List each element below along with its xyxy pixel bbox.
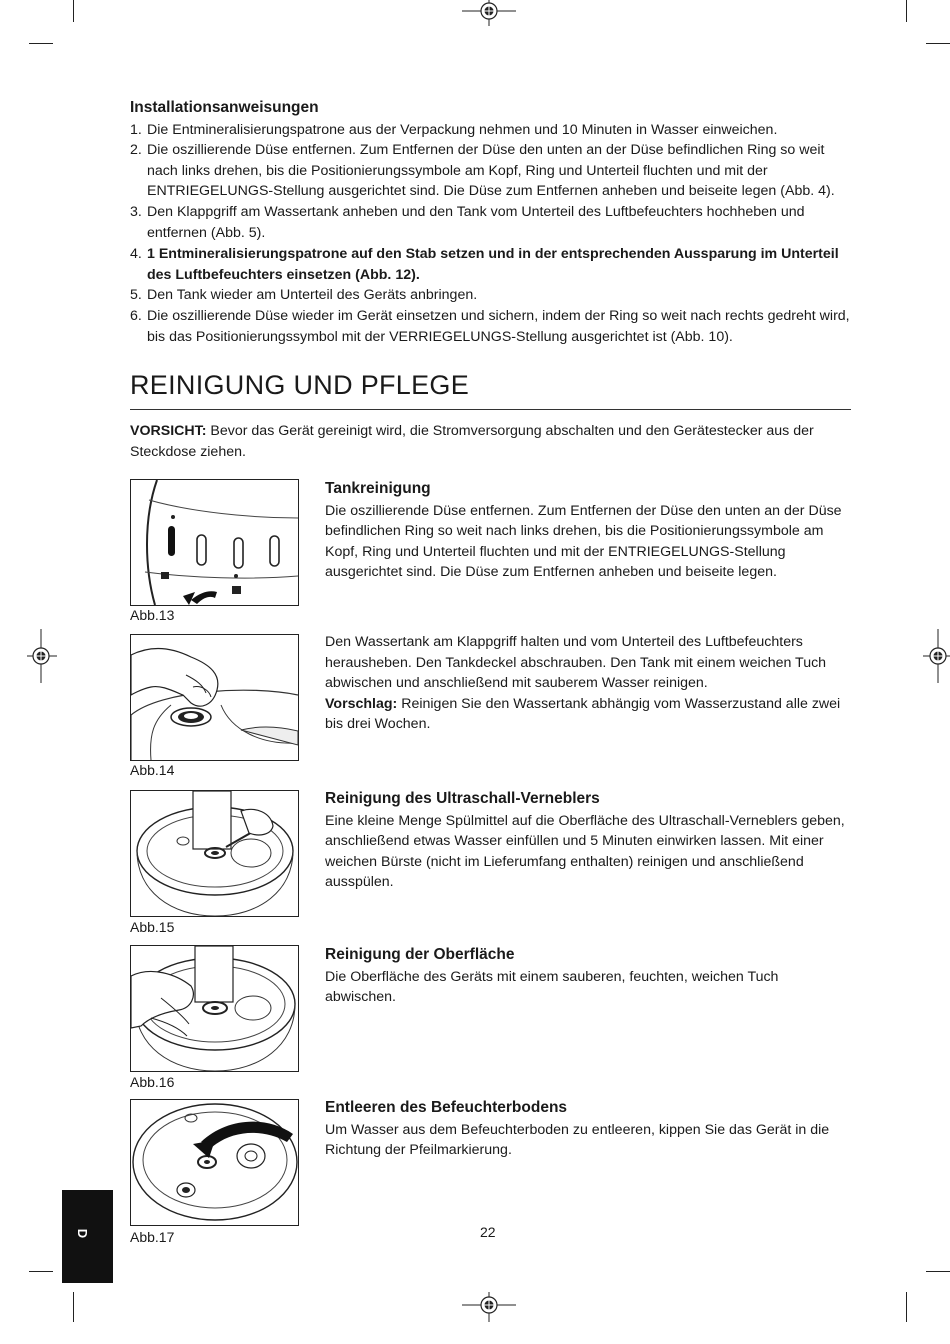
drain-base-text: Um Wasser aus dem Befeuchterboden zu entleeren, kippen Sie das Gerät in die Richtung der Pfeilmarkierung. (325, 1121, 830, 1159)
crop-mark (926, 1271, 950, 1272)
step-text: 1 Entmineralisierungspatrone auf den Stab setzen und in der entsprechenden Aussparung im Unterteil des Luftbefeuchters einsetzen (Abb. 12). (147, 246, 839, 283)
section-divider (130, 409, 851, 410)
ultrasonic-cleaning-block (325, 789, 850, 893)
list-item (130, 244, 850, 285)
figure-17-illustration (130, 1099, 299, 1226)
step-number: 6. (130, 307, 142, 324)
ultrasonic-cleaning-heading: Reinigung des Ultraschall-Verneblers (325, 790, 600, 807)
figure-16-illustration (130, 945, 299, 1072)
step-number: 3. (130, 203, 142, 220)
list-item (130, 202, 850, 243)
registration-mark-icon (923, 629, 950, 683)
step-text: Den Tank wieder am Unterteil des Geräts anbringen. (147, 287, 478, 304)
step-text: Die Entmineralisierungspatrone aus der Verpackung nehmen und 10 Minuten in Wasser einweichen. (147, 121, 778, 138)
registration-mark-icon (462, 0, 516, 30)
surface-cleaning-heading: Reinigung der Oberfläche (325, 946, 515, 963)
caution-note (130, 421, 850, 462)
installation-steps (130, 120, 850, 348)
tank-cleaning-instructions: Den Wassertank am Klappgriff halten und vom Unterteil des Luftbefeuchters herausheben. Den Tankdeckel abschrauben. Den Tank mit einem weichen Tuch abwischen und anschließend mit sauberem Wasser reinigen. (325, 634, 827, 692)
tank-cleaning-heading: Tankreinigung (325, 480, 431, 497)
drain-base-block (325, 1098, 850, 1161)
installation-heading: Installationsanweisungen (130, 99, 319, 116)
figure-13-caption: Abb.13 (130, 607, 175, 623)
crop-mark (29, 1271, 53, 1272)
section-title: REINIGUNG UND PFLEGE (130, 370, 470, 400)
list-item (130, 285, 850, 306)
figure-14-caption: Abb.14 (130, 762, 175, 778)
list-item (130, 120, 850, 141)
step-number: 4. (130, 246, 142, 263)
surface-cleaning-block (325, 945, 850, 1008)
crop-mark (29, 43, 53, 44)
step-text: Die oszillierende Düse wieder im Gerät einsetzen und sichern, indem der Ring so weit nach rechts gedreht wird, bis das Positionierungssymbol mit der VERRIEGELUNGS-Stellung ausgerichtet ist (Abb. 10). (147, 307, 850, 345)
language-tab-label: D (75, 1228, 91, 1239)
crop-mark (906, 1292, 907, 1322)
crop-mark (906, 0, 907, 22)
crop-mark (73, 0, 74, 22)
figure-13-illustration (130, 479, 299, 606)
list-item (130, 140, 850, 202)
tank-cleaning-continued-block (325, 632, 850, 735)
drain-base-heading: Entleeren des Befeuchterbodens (325, 1099, 568, 1116)
tank-cleaning-tip (325, 694, 850, 735)
surface-cleaning-text: Die Oberfläche des Geräts mit einem sauberen, feuchten, weichen Tuch abwischen. (325, 968, 779, 1006)
figure-15-caption: Abb.15 (130, 919, 175, 935)
tank-cleaning-block (325, 479, 850, 583)
step-text: Den Klappgriff am Wassertank anheben und den Tank vom Unterteil des Luftbefeuchters hochheben und entfernen (Abb. 5). (147, 203, 805, 241)
tip-label: Vorschlag: (325, 695, 398, 712)
caution-text: Bevor das Gerät gereinigt wird, die Stromversorgung abschalten und den Gerätestecker aus der Steckdose ziehen. (130, 423, 814, 460)
registration-mark-icon (462, 1292, 516, 1322)
figure-16-caption: Abb.16 (130, 1074, 175, 1090)
figure-15-illustration (130, 790, 299, 917)
ultrasonic-cleaning-text: Eine kleine Menge Spülmittel auf die Oberfläche des Ultraschall-Verneblers geben, anschließend etwas Wasser einfüllen und 5 Minuten einwirken lassen. Mit einer weichen Bürste (nicht im Lieferumfang enthalten) reinigen und anschließend ausspülen. (325, 812, 845, 891)
crop-mark (73, 1292, 74, 1322)
crop-mark (926, 43, 950, 44)
step-number: 2. (130, 142, 142, 159)
step-number: 1. (130, 121, 142, 138)
figure-17-caption: Abb.17 (130, 1229, 175, 1245)
list-item (130, 306, 850, 347)
installation-section (130, 98, 850, 347)
page-number: 22 (480, 1224, 496, 1240)
step-text: Die oszillierende Düse entfernen. Zum Entfernen der Düse den unten an der Düse befindlichen Ring so weit nach links drehen, bis die Positionierungssymbole am Kopf, Ring und Unterteil fluchten und mit der ENTRIEGELUNGS-Stellung ausgerichtet sind. Die Düse zum Entfernen anheben und beiseite legen (Abb. 4). (147, 142, 835, 200)
tank-cleaning-text: Die oszillierende Düse entfernen. Zum Entfernen der Düse den unten an der Düse befindlichen Ring so weit nach links drehen, bis die Positionierungssymbole am Kopf, Ring und Unterteil fluchten und mit der ENTRIEGELUNGS-Stellung ausgerichtet sind. Die Düse zum Entfernen anheben und beiseite legen. (325, 502, 842, 581)
registration-mark-icon (27, 629, 57, 683)
figure-14-illustration (130, 634, 299, 761)
step-number: 5. (130, 287, 142, 304)
caution-label: VORSICHT: (130, 423, 207, 439)
language-tab (62, 1190, 113, 1283)
tip-text: Reinigen Sie den Wassertank abhängig vom Wasserzustand alle zwei bis drei Wochen. (325, 695, 841, 733)
